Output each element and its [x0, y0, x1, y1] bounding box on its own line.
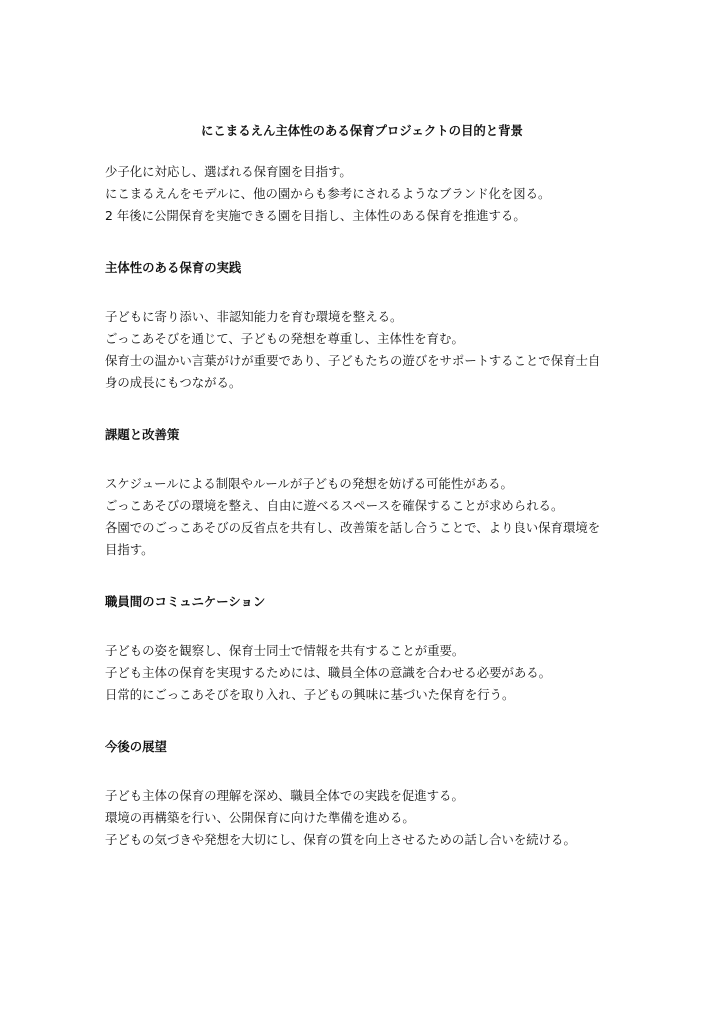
paragraph-line: ごっこあそびを通じて、子どもの発想を尊重し、主体性を育む。 [105, 331, 464, 346]
paragraph-line: 子どもに寄り添い、非認知能力を育む環境を整える。 [105, 309, 403, 324]
intro-paragraph [105, 161, 625, 227]
paragraph-line: 日常的にごっこあそびを取り入れ、子どもの興味に基づいた保育を行う。 [105, 687, 515, 702]
section-heading-communication: 職員間のコミュニケーション [105, 594, 266, 609]
spacer [105, 279, 625, 306]
spacer [105, 613, 625, 640]
intro-line: 2 年後に公開保育を実施できる園を目指し、主体性のある保育を推進する。 [105, 208, 526, 223]
paragraph-line: スケジュールによる制限やルールが子どもの発想を妨げる可能性がある。 [105, 476, 513, 491]
paragraph-line: 保育士の温かい言葉がけが重要であり、子どもたちの遊びをサポートすることで保育士自 [105, 353, 601, 368]
section-heading-practice: 主体性のある保育の実践 [105, 260, 242, 275]
document-body [105, 161, 625, 851]
document-title: にこまるえん主体性のある保育プロジェクトの目的と背景 [201, 123, 523, 138]
section-heading-outlook: 今後の展望 [105, 739, 167, 754]
paragraph-line: 身の成長にもつながる。 [105, 375, 242, 390]
paragraph-line: 子ども主体の保育の理解を深め、職員全体での実践を促進する。 [105, 788, 464, 803]
section-paragraph-outlook [105, 785, 625, 851]
spacer [105, 758, 625, 785]
section-paragraph-issues [105, 473, 625, 561]
section-paragraph-communication [105, 640, 625, 706]
paragraph-line: 子ども主体の保育を実現するためには、職員全体の意識を合わせる必要がある。 [105, 665, 552, 680]
section-paragraph-practice [105, 306, 625, 394]
intro-line: にこまるえんをモデルに、他の園からも参考にされるようなブランド化を図る。 [105, 186, 551, 201]
spacer [105, 394, 625, 424]
paragraph-line: 子どもの気づきや発想を大切にし、保育の質を向上させるための話し合いを続ける。 [105, 832, 576, 847]
section-heading-issues: 課題と改善策 [105, 427, 180, 442]
paragraph-line: ごっこあそびの環境を整え、自由に遊べるスペースを確保することが求められる。 [105, 498, 564, 513]
paragraph-line: 環境の再構築を行い、公開保育に向けた準備を進める。 [105, 810, 415, 825]
spacer [105, 227, 625, 257]
paragraph-line: 子どもの姿を観察し、保育士同士で情報を共有することが重要。 [105, 643, 465, 658]
paragraph-line: 目指す。 [105, 542, 154, 557]
intro-line: 少子化に対応し、選ばれる保育園を目指す。 [105, 164, 352, 179]
spacer [105, 561, 625, 591]
spacer [105, 446, 625, 473]
spacer [105, 706, 625, 736]
paragraph-line: 各園でのごっこあそびの反省点を共有し、改善策を話し合うことで、より良い保育環境を [105, 520, 601, 535]
